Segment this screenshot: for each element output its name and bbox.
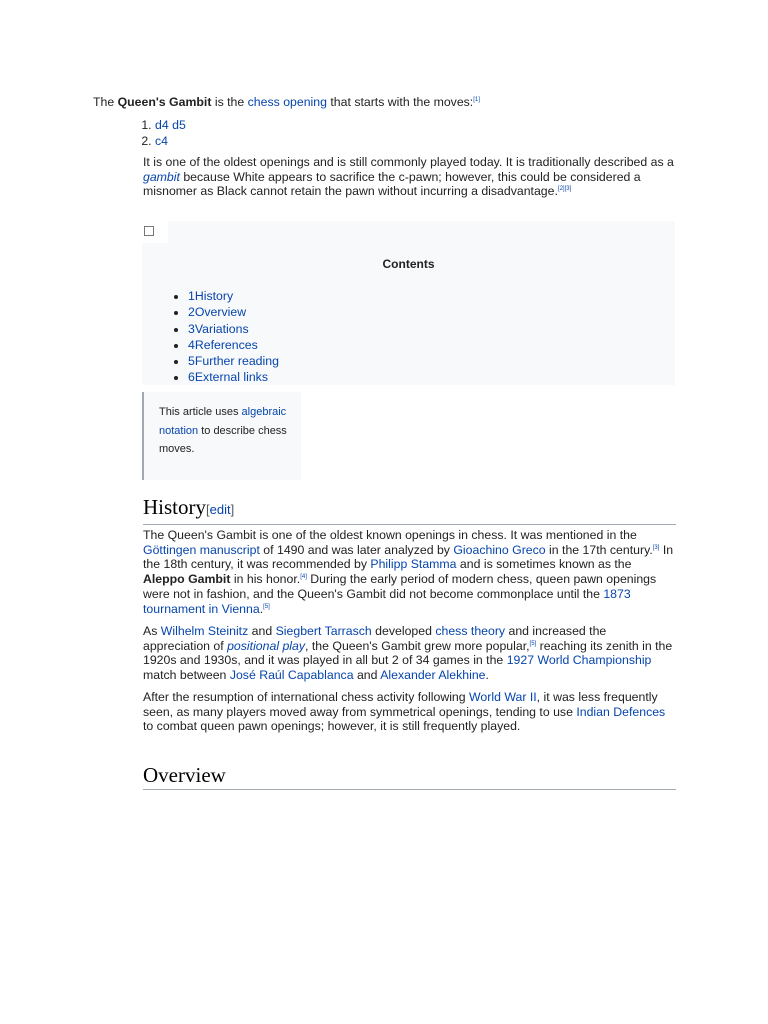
link-philipp-stamma[interactable]: Philipp Stamma xyxy=(370,557,457,572)
toc-link[interactable]: Overview xyxy=(194,305,247,320)
link-positional-play[interactable]: positional play xyxy=(227,638,306,653)
toc-item-external-links[interactable] xyxy=(188,369,279,385)
moves-list xyxy=(137,117,186,149)
link-move-c4[interactable]: c4 xyxy=(155,134,168,148)
link-1927-world-championship[interactable]: 1927 World Championship xyxy=(506,653,652,668)
intro-text: is the xyxy=(211,95,248,109)
section-heading-overview xyxy=(143,762,676,790)
paragraph-text: , the Queen's Gambit grew more popular, xyxy=(305,638,530,653)
toc-number: 5 xyxy=(188,354,195,369)
paragraph-text: developed xyxy=(371,624,436,638)
paragraph-text: After the resumption of international chess activity following xyxy=(143,690,470,704)
history-paragraph-3 xyxy=(143,690,676,734)
toc-link[interactable]: Variations xyxy=(194,321,249,336)
paragraph-text: in the 17th century. xyxy=(545,542,653,557)
link-jose-raul-capablanca[interactable]: José Raúl Capablanca xyxy=(229,668,354,683)
paragraph-text: During the early period of modern chess, queen pawn openings were not in fashion, and the Queen's Gambit did not become commonplace until the xyxy=(143,572,657,601)
paragraph-text: of 1490 and was later analyzed by xyxy=(259,542,454,557)
link-siegbert-tarrasch[interactable]: Siegbert Tarrasch xyxy=(275,624,372,638)
link-wilhelm-steinitz[interactable]: Wilhelm Steinitz xyxy=(160,624,249,638)
toc-number: 2 xyxy=(188,305,195,320)
toc-title: Contents xyxy=(382,257,435,271)
notice-text: to describe chess moves. xyxy=(159,424,287,455)
paragraph-text: and xyxy=(248,624,276,638)
edit-bracket: [ xyxy=(206,502,210,517)
link-gambit[interactable]: gambit xyxy=(143,169,180,184)
citation-ref[interactable]: [4] xyxy=(300,574,307,581)
move-item xyxy=(155,117,186,133)
intro-paragraph xyxy=(93,95,693,110)
link-move-d4[interactable]: d4 xyxy=(155,118,169,132)
heading-text: Overview xyxy=(143,763,226,787)
toc-item-variations[interactable] xyxy=(188,321,279,337)
toc-toggle-checkbox[interactable] xyxy=(144,226,154,236)
link-algebraic-notation[interactable]: algebraic notation xyxy=(159,406,287,437)
link-chess-theory[interactable]: chess theory xyxy=(435,624,506,638)
paragraph-text: and increased the appreciation of xyxy=(143,624,607,653)
toc-link[interactable]: External links xyxy=(194,370,268,385)
citation-ref[interactable]: [5] xyxy=(529,640,537,647)
toc-list xyxy=(166,288,279,386)
toc-number: 1 xyxy=(188,289,195,303)
paragraph-text: , it was less frequently seen, as many players moved away from symmetrical openings, tending to use xyxy=(143,690,658,719)
link-gottingen-manuscript[interactable]: Göttingen manuscript xyxy=(143,542,260,557)
link-move-d5[interactable]: d5 xyxy=(172,118,186,132)
section-heading-history xyxy=(143,494,676,525)
link-1873-tournament-vienna[interactable]: 1873 tournament in Vienna xyxy=(143,586,631,616)
desc-text: because White appears to sacrifice the c-pawn; however, this could be considered a misnomer as Black cannot retain the pawn without incurring a disadvantage. xyxy=(143,169,641,199)
edit-bracket: ] xyxy=(230,502,235,517)
paragraph-text: As xyxy=(143,624,161,638)
algebraic-notation-notice xyxy=(142,392,301,480)
link-world-war-ii[interactable]: World War II xyxy=(469,690,537,704)
toc-link[interactable]: Further reading xyxy=(194,354,279,369)
intro-text: The xyxy=(93,95,118,109)
paragraph-text: . xyxy=(485,668,489,683)
toc-number: 6 xyxy=(188,370,195,385)
toc-item-overview[interactable] xyxy=(188,304,279,320)
intro-text: that starts with the moves: xyxy=(326,95,474,109)
toc-item-further-reading[interactable] xyxy=(188,353,279,369)
paragraph-text: match between xyxy=(143,668,230,683)
citation-ref[interactable]: [5] xyxy=(263,603,270,610)
paragraph-text: . xyxy=(259,601,264,616)
paragraph-text: in his honor. xyxy=(230,572,301,587)
toc-item-history[interactable] xyxy=(188,288,279,304)
link-gioachino-greco[interactable]: Gioachino Greco xyxy=(453,542,546,557)
heading-text: History xyxy=(143,495,206,519)
toc-number: 3 xyxy=(188,321,195,336)
paragraph-text: reaching its zenith in the 1920s and 1930s, and it was played in all but 2 of 34 games in the xyxy=(143,638,673,668)
move-item xyxy=(155,133,186,149)
paragraph-text: to combat queen pawn openings; however, it is still frequently played. xyxy=(143,719,521,734)
history-paragraph-1 xyxy=(143,528,676,616)
edit-link[interactable]: edit xyxy=(209,502,231,517)
desc-text: It is one of the oldest openings and is still commonly played today. It is traditionally described as a xyxy=(143,155,674,169)
toc-link[interactable]: History xyxy=(194,289,234,303)
history-paragraph-2 xyxy=(143,624,676,683)
article-title-bold: Queen's Gambit xyxy=(117,95,212,109)
link-chess-opening[interactable]: chess opening xyxy=(247,95,327,109)
link-indian-defences[interactable]: Indian Defences xyxy=(576,704,666,719)
aleppo-gambit-bold: Aleppo Gambit xyxy=(143,572,231,587)
description-paragraph xyxy=(143,155,676,199)
link-alexander-alekhine[interactable]: Alexander Alekhine xyxy=(380,668,486,683)
paragraph-text: and is sometimes known as the xyxy=(456,557,632,572)
toc-number: 4 xyxy=(188,337,195,352)
paragraph-text: The Queen's Gambit is one of the oldest known openings in chess. It was mentioned in the xyxy=(143,528,637,542)
citation-ref[interactable]: [2][3] xyxy=(557,186,572,193)
toc-toggle-area xyxy=(142,221,168,243)
citation-ref[interactable]: [3] xyxy=(652,544,660,551)
paragraph-text: In the 18th century, it was recommended by xyxy=(143,542,674,572)
notice-text: This article uses xyxy=(159,406,242,418)
paragraph-text: and xyxy=(353,668,381,683)
table-of-contents xyxy=(142,221,675,385)
toc-item-references[interactable] xyxy=(188,337,279,353)
citation-ref[interactable]: [1] xyxy=(473,96,480,103)
toc-link[interactable]: References xyxy=(194,337,258,352)
